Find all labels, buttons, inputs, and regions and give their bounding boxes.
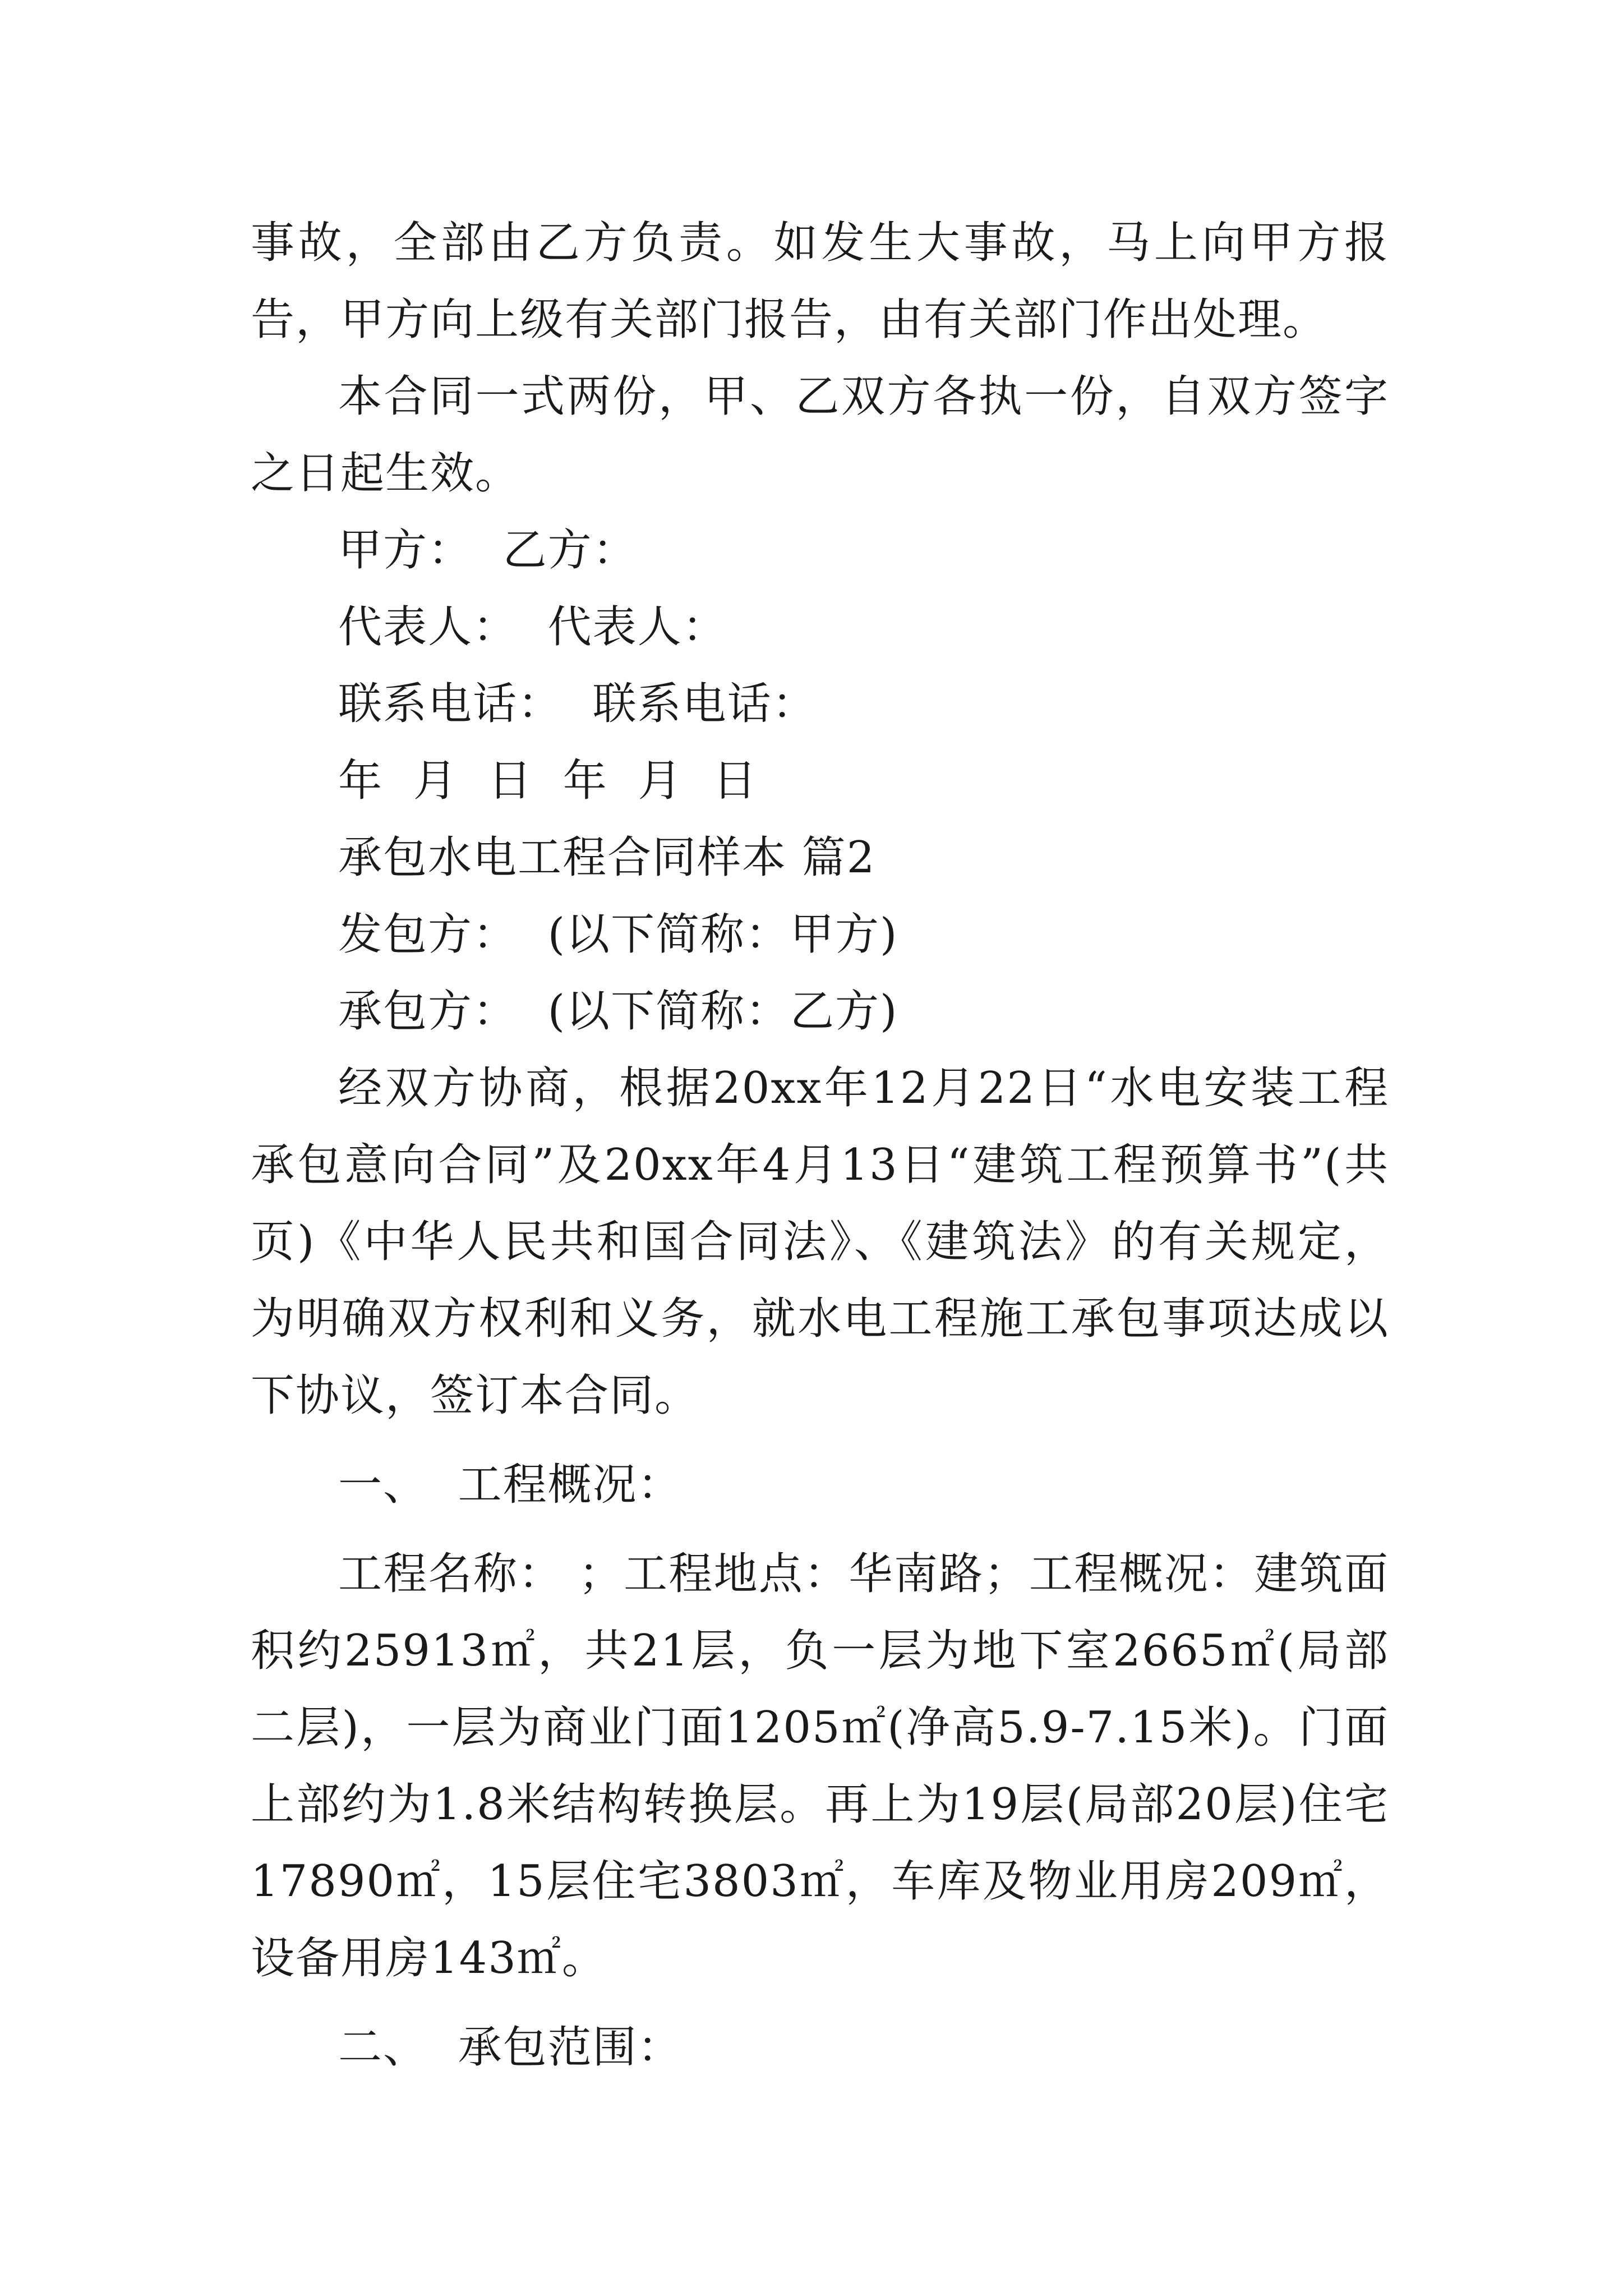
signature-party-line: 甲方： 乙方：	[338, 525, 638, 576]
signature-phone-line: 联系电话： 联系电话：	[338, 679, 817, 729]
heading-contract-scope: 二、 承包范围：	[338, 2022, 683, 2073]
section-heading-sample-2: 承包水电工程合同样本 篇2	[338, 832, 876, 883]
signature-date-line: 年 月 日 年 月 日	[338, 756, 758, 806]
spacer	[251, 1997, 1389, 2009]
paragraph-agreement-basis: 经双方协商，根据20xx年12月22日“水电安装工程承包意向合同”及20xx年4月13日“建筑工程预算书”(共页)《中华人民共和国合同法》、《建筑法》的有关规定，为明确双方权利和义务，就水电工程施工承包事项达成以下协议，签订本合同。	[251, 1063, 1389, 1421]
paragraph-accident-responsibility: 事故，全部由乙方负责。如发生大事故，马上向甲方报告，甲方向上级有关部门报告，由有关部门作出处理。	[251, 218, 1389, 345]
paragraph-contract-copies: 本合同一式两份，甲、乙双方各执一份，自双方签字之日起生效。	[251, 371, 1389, 499]
spacer	[251, 1434, 1389, 1447]
spacer	[251, 1524, 1389, 1536]
party-contractor-line: 承包方： (以下简称：乙方)	[338, 986, 898, 1037]
heading-project-overview: 一、 工程概况：	[338, 1460, 683, 1510]
party-employer-line: 发包方： (以下简称：甲方)	[338, 909, 898, 960]
signature-representative-line: 代表人： 代表人：	[338, 602, 727, 652]
document-body	[251, 205, 1389, 2086]
paragraph-project-details: 工程名称： ；工程地点：华南路；工程概况：建筑面积约25913㎡，共21层，负一层为地下室2665㎡(局部二层)，一层为商业门面1205㎡(净高5.9-7.15米)。门面上部约为1.8米结构转换层。再上为19层(局部20层)住宅17890㎡，15层住宅3803㎡，车库及物业用房209㎡，设备用房143㎡。	[251, 1549, 1389, 1984]
